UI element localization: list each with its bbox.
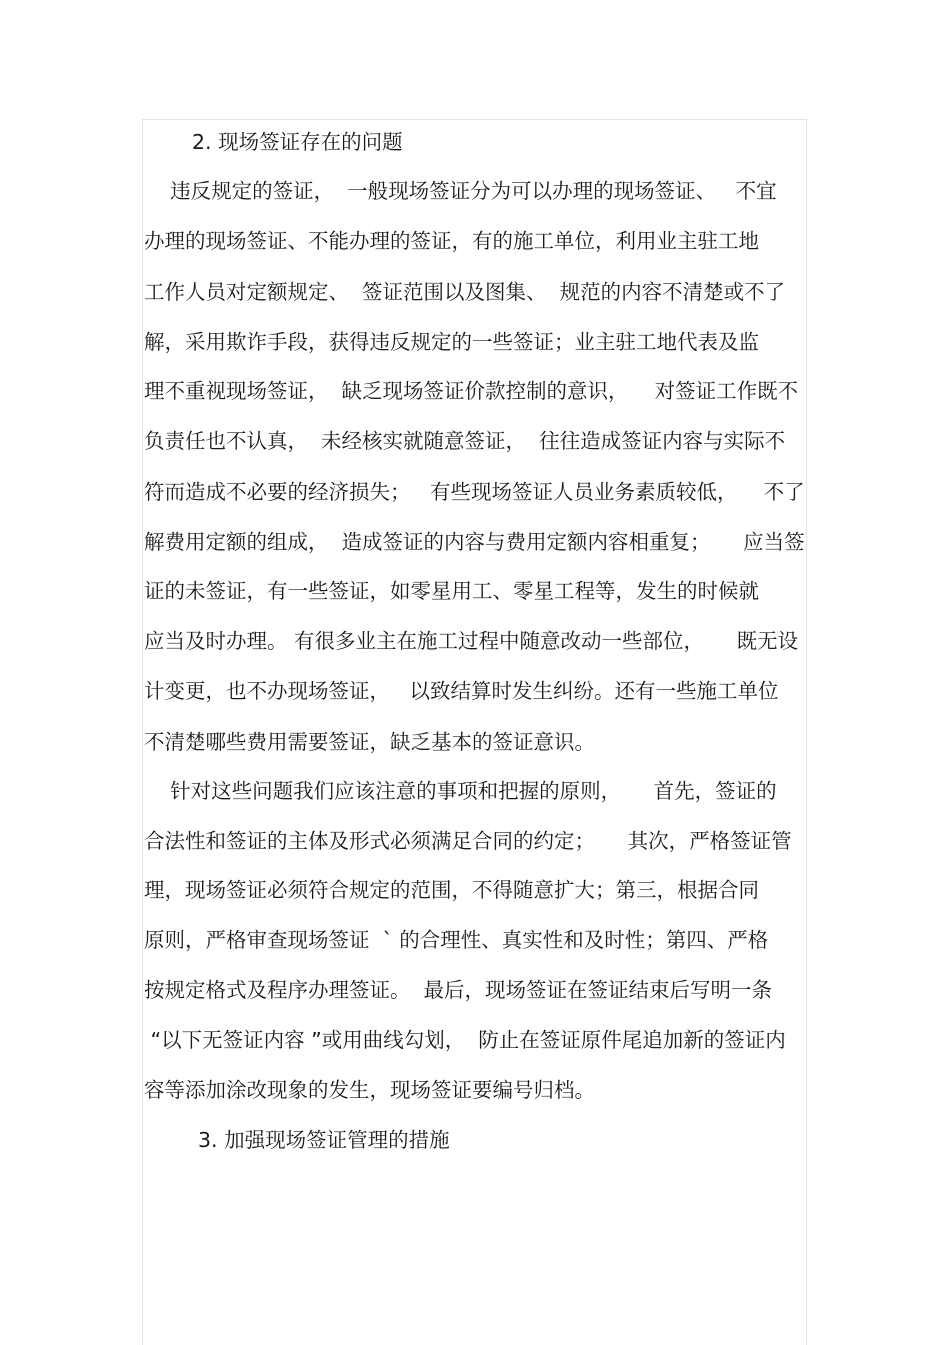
paragraph-line: 容等添加涂改现象的发生，现场签证要编号归档。: [144, 1078, 595, 1102]
paragraph-line: 解，采用欺诈手段，获得违反规定的一些签证；业主驻工地代表及监: [144, 330, 759, 354]
paragraph-line: 按规定格式及程序办理签证。 最后，现场签证在签证结束后写明一条: [144, 978, 773, 1002]
paragraph-line: 合法性和签证的主体及形式必须满足合同的约定； 其次，严格签证管: [144, 829, 792, 853]
paragraph-line: 证的未签证，有一些签证，如零星用工、零星工程等，发生的时候就: [144, 579, 759, 603]
paragraph-line: 工作人员对定额规定、 签证范围以及图集、 规范的内容不清楚或不了: [144, 280, 786, 304]
paragraph-line: 理不重视现场签证， 缺乏现场签证价款控制的意识， 对签证工作既不: [144, 379, 799, 403]
paragraph-line: 原则，严格审查现场签证 ` 的合理性、真实性和及时性；第四、严格: [144, 928, 769, 952]
paragraph-line: 针对这些问题我们应该注意的事项和把握的原则， 首先，签证的: [144, 779, 777, 803]
paragraph-line: 解费用定额的组成， 造成签证的内容与费用定额内容相重复； 应当签: [144, 530, 805, 554]
paragraph-line: 办理的现场签证、不能办理的签证，有的施工单位，利用业主驻工地: [144, 229, 759, 253]
section-heading-2: 2. 现场签证存在的问题: [192, 130, 403, 154]
paragraph-line: 应当及时办理。 有很多业主在施工过程中随意改动一些部位， 既无设: [144, 629, 799, 653]
paragraph-line: 理，现场签证必须符合规定的范围，不得随意扩大；第三，根据合同: [144, 878, 759, 902]
paragraph-line: 违反规定的签证， 一般现场签证分为可以办理的现场签证、 不宜: [144, 179, 777, 203]
paragraph-line: “以下无签证内容 ”或用曲线勾划， 防止在签证原件尾追加新的签证内: [144, 1028, 786, 1052]
paragraph-line: 符而造成不必要的经济损失； 有些现场签证人员业务素质较低， 不了: [144, 480, 805, 504]
paragraph-line: 负责任也不认真， 未经核实就随意签证， 往往造成签证内容与实际不: [144, 429, 786, 453]
paragraph-line: 计变更，也不办现场签证， 以致结算时发生纠纷。还有一些施工单位: [144, 679, 779, 703]
section-heading-3: 3. 加强现场签证管理的措施: [198, 1128, 450, 1152]
paragraph-line: 不清楚哪些费用需要签证，缺乏基本的签证意识。: [144, 730, 595, 754]
